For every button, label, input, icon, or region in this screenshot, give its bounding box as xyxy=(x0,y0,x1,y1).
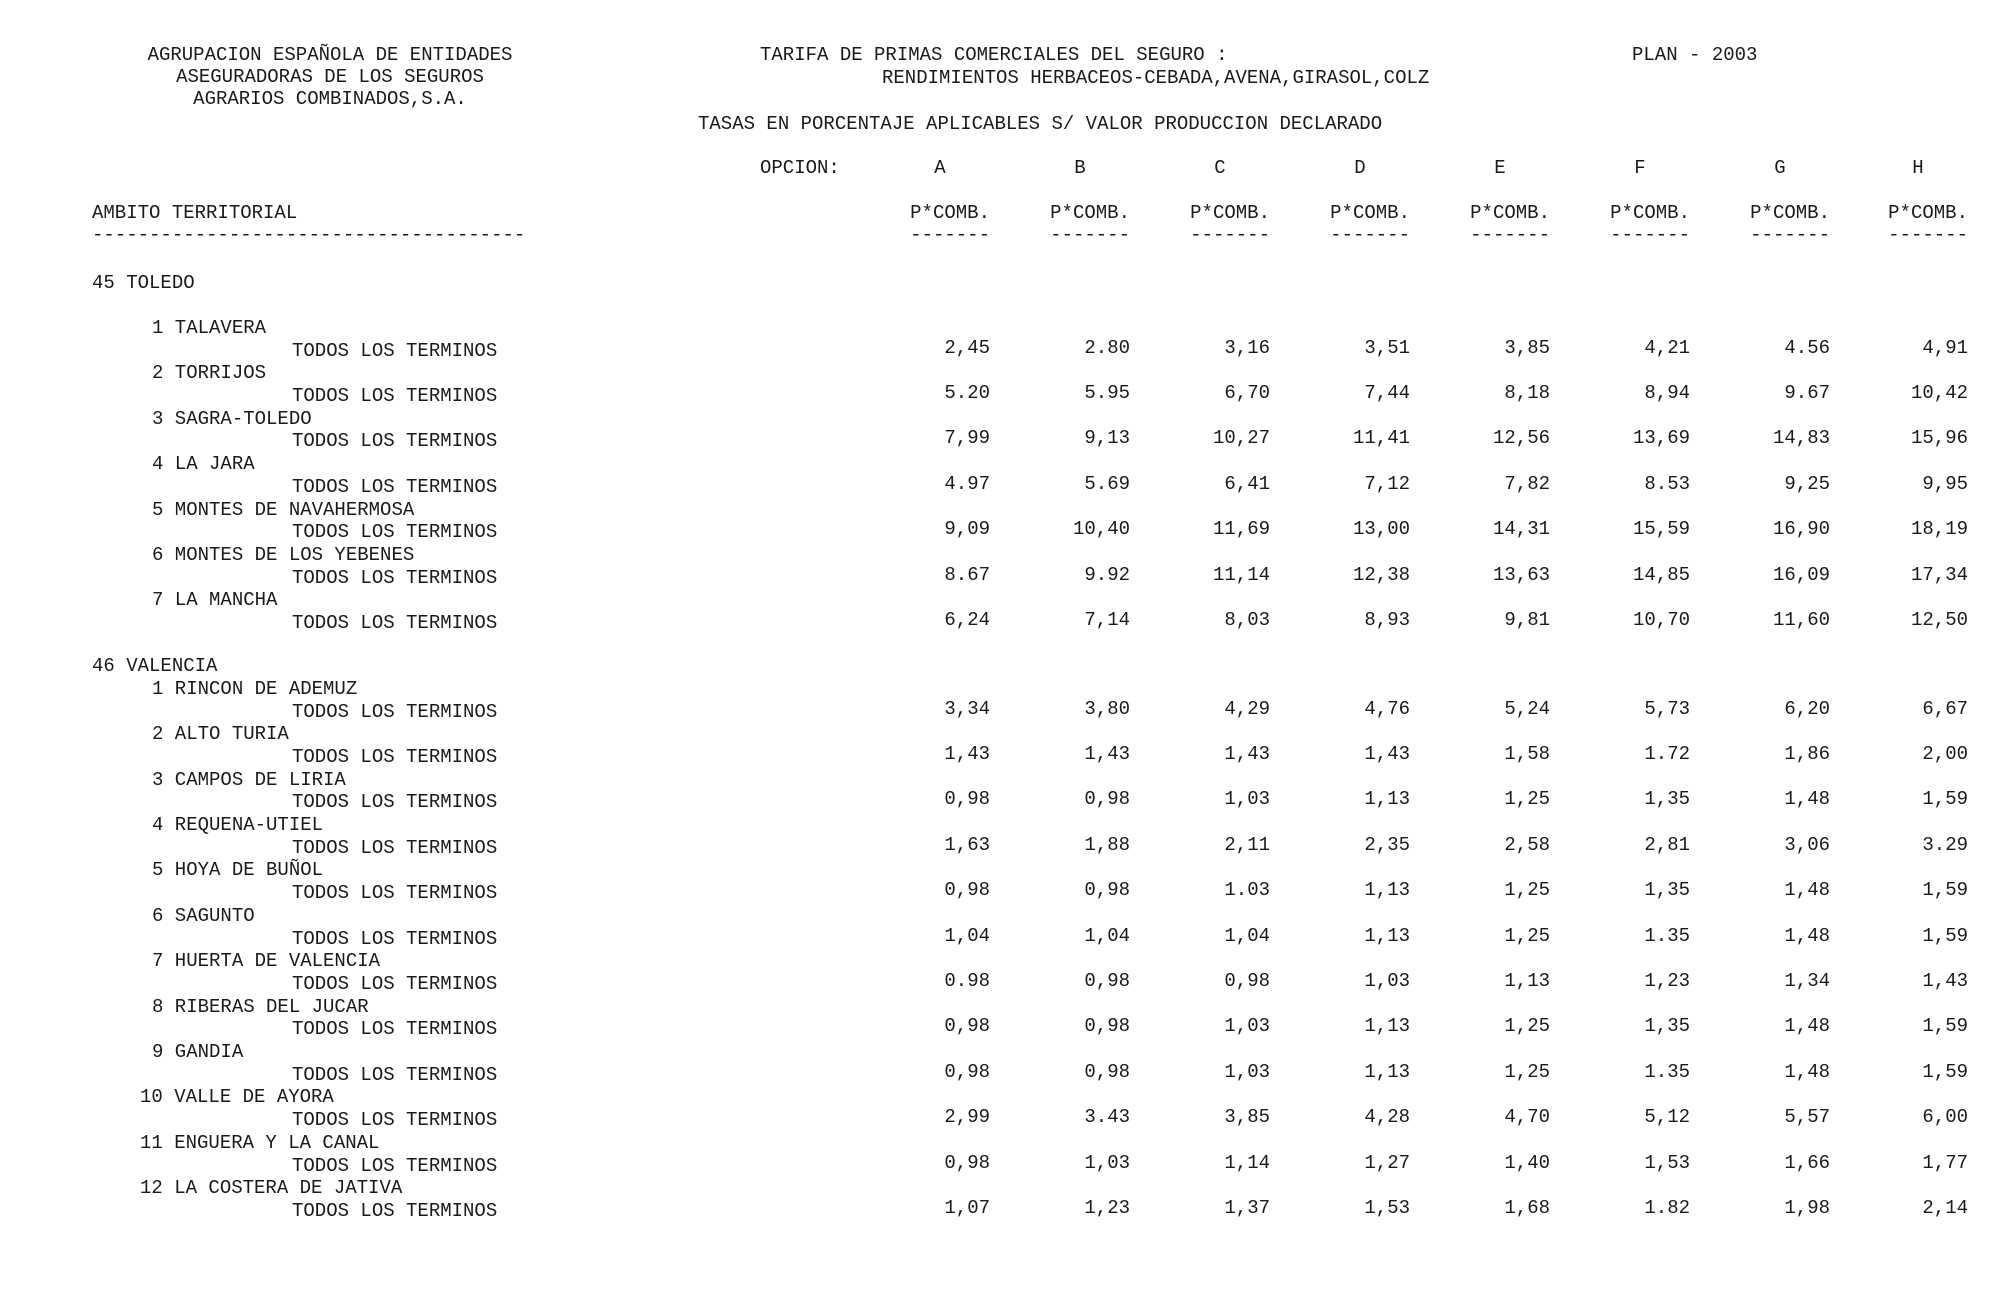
rate-value: 1,03 xyxy=(1084,1152,1130,1174)
rate-value: 2,35 xyxy=(1364,834,1410,856)
rate-value: 18,19 xyxy=(1910,518,1968,540)
rate-value: 7,82 xyxy=(1504,473,1550,495)
rate-value: 9.67 xyxy=(1784,382,1830,404)
rate-value: 1,48 xyxy=(1784,925,1830,947)
region-scope: TODOS LOS TERMINOS xyxy=(292,928,498,950)
rate-value: 1,35 xyxy=(1644,879,1690,901)
rate-value: 1,35 xyxy=(1644,788,1690,810)
region-name: 4 REQUENA-UTIEL xyxy=(152,814,324,836)
rate-value: 16,90 xyxy=(1772,518,1830,540)
rate-value: 1,98 xyxy=(1784,1197,1830,1219)
rate-value: 5,12 xyxy=(1644,1106,1690,1128)
rate-value: 10,42 xyxy=(1910,382,1968,404)
rate-value: 13,00 xyxy=(1352,518,1410,540)
option-letter-f: F xyxy=(1634,157,1646,179)
rate-value: 1,13 xyxy=(1504,970,1550,992)
rate-value: 1,43 xyxy=(1084,743,1130,765)
rate-value: 8,94 xyxy=(1644,382,1690,404)
rate-value: 2,81 xyxy=(1644,834,1690,856)
column-header-e: P*COMB. xyxy=(1470,202,1550,224)
rate-value: 10,27 xyxy=(1212,427,1270,449)
rate-value: 0,98 xyxy=(1084,970,1130,992)
column-underline-e: ------- xyxy=(1470,224,1550,246)
rate-value: 13,69 xyxy=(1632,427,1690,449)
rate-value: 6,24 xyxy=(944,609,990,631)
region-name: 9 GANDIA xyxy=(152,1041,244,1063)
rate-value: 0,98 xyxy=(1084,1061,1130,1083)
rate-value: 0,98 xyxy=(944,879,990,901)
rate-value: 5,24 xyxy=(1504,698,1550,720)
rate-value: 4,70 xyxy=(1504,1106,1550,1128)
rate-value: 0,98 xyxy=(1084,1015,1130,1037)
rate-value: 0,98 xyxy=(944,1015,990,1037)
column-underline-f: ------- xyxy=(1610,224,1690,246)
rate-value: 3,16 xyxy=(1224,337,1270,359)
rate-value: 1,53 xyxy=(1364,1197,1410,1219)
rate-value: 1,58 xyxy=(1504,743,1550,765)
rate-value: 1,35 xyxy=(1644,1015,1690,1037)
rate-value: 1,03 xyxy=(1224,1061,1270,1083)
rate-value: 15,96 xyxy=(1910,427,1968,449)
option-letter-g: G xyxy=(1774,157,1786,179)
rate-value: 3,06 xyxy=(1784,834,1830,856)
rate-value: 1,13 xyxy=(1364,1061,1410,1083)
rate-value: 0,98 xyxy=(1224,970,1270,992)
option-label: OPCION: xyxy=(760,157,840,179)
territory-label: AMBITO TERRITORIAL xyxy=(92,202,298,224)
rate-value: 12,38 xyxy=(1352,564,1410,586)
region-name: 2 TORRIJOS xyxy=(152,362,267,384)
rate-value: 1,43 xyxy=(1922,970,1968,992)
rate-value: 9,25 xyxy=(1784,473,1830,495)
rate-value: 7,12 xyxy=(1364,473,1410,495)
company-name-line-1: AGRUPACION ESPAÑOLA DE ENTIDADES xyxy=(147,44,513,66)
rate-value: 1,03 xyxy=(1224,1015,1270,1037)
rate-value: 8,03 xyxy=(1224,609,1270,631)
region-scope: TODOS LOS TERMINOS xyxy=(292,837,498,859)
rate-value: 5.69 xyxy=(1084,473,1130,495)
region-name: 5 MONTES DE NAVAHERMOSA xyxy=(152,499,415,521)
region-scope: TODOS LOS TERMINOS xyxy=(292,791,498,813)
rate-value: 3,51 xyxy=(1364,337,1410,359)
region-name: 6 SAGUNTO xyxy=(152,905,255,927)
region-name: 3 SAGRA-TOLEDO xyxy=(152,408,312,430)
rate-value: 11,14 xyxy=(1212,564,1270,586)
rate-value: 10,40 xyxy=(1072,518,1130,540)
rate-value: 1,25 xyxy=(1504,788,1550,810)
rate-value: 3,85 xyxy=(1224,1106,1270,1128)
rate-value: 1,04 xyxy=(1084,925,1130,947)
region-name: 10 VALLE DE AYORA xyxy=(140,1086,334,1108)
region-name: 7 HUERTA DE VALENCIA xyxy=(152,950,381,972)
rate-value: 1,59 xyxy=(1922,1015,1968,1037)
rate-value: 1,59 xyxy=(1922,879,1968,901)
region-name: 3 CAMPOS DE LIRIA xyxy=(152,769,346,791)
region-scope: TODOS LOS TERMINOS xyxy=(292,612,498,634)
rate-value: 1,43 xyxy=(944,743,990,765)
rate-value: 1,86 xyxy=(1784,743,1830,765)
option-letter-c: C xyxy=(1214,157,1226,179)
rate-value: 3,85 xyxy=(1504,337,1550,359)
rate-value: 1,66 xyxy=(1784,1152,1830,1174)
rate-value: 0,98 xyxy=(944,788,990,810)
rate-value: 1,03 xyxy=(1364,970,1410,992)
rate-value: 1.35 xyxy=(1644,1061,1690,1083)
region-scope: TODOS LOS TERMINOS xyxy=(292,1109,498,1131)
rate-value: 11,69 xyxy=(1212,518,1270,540)
region-name: 12 LA COSTERA DE JATIVA xyxy=(140,1177,403,1199)
rate-value: 6,00 xyxy=(1922,1106,1968,1128)
option-letter-e: E xyxy=(1494,157,1506,179)
rate-value: 4.56 xyxy=(1784,337,1830,359)
tariff-subtitle: RENDIMIENTOS HERBACEOS-CEBADA,AVENA,GIRASOL,COLZ xyxy=(882,67,1430,89)
region-scope: TODOS LOS TERMINOS xyxy=(292,882,498,904)
rate-value: 2,00 xyxy=(1922,743,1968,765)
rate-value: 1,25 xyxy=(1504,1061,1550,1083)
company-name-line-2: ASEGURADORAS DE LOS SEGUROS xyxy=(176,66,484,88)
rate-value: 14,31 xyxy=(1492,518,1550,540)
rate-value: 0.98 xyxy=(944,970,990,992)
rate-value: 1,63 xyxy=(944,834,990,856)
region-scope: TODOS LOS TERMINOS xyxy=(292,476,498,498)
rate-value: 2.80 xyxy=(1084,337,1130,359)
rate-value: 0,98 xyxy=(944,1152,990,1174)
rate-value: 9,95 xyxy=(1922,473,1968,495)
region-name: 6 MONTES DE LOS YEBENES xyxy=(152,544,415,566)
rate-value: 14,83 xyxy=(1772,427,1830,449)
rate-value: 13,63 xyxy=(1492,564,1550,586)
region-scope: TODOS LOS TERMINOS xyxy=(292,430,498,452)
rate-value: 1,53 xyxy=(1644,1152,1690,1174)
region-scope: TODOS LOS TERMINOS xyxy=(292,701,498,723)
region-name: 1 RINCON DE ADEMUZ xyxy=(152,678,358,700)
option-letter-d: D xyxy=(1354,157,1366,179)
region-name: 8 RIBERAS DEL JUCAR xyxy=(152,996,369,1018)
region-name: 2 ALTO TURIA xyxy=(152,723,289,745)
rate-value: 1,48 xyxy=(1784,1015,1830,1037)
rate-value: 3,34 xyxy=(944,698,990,720)
column-header-h: P*COMB. xyxy=(1888,202,1968,224)
rate-value: 2,11 xyxy=(1224,834,1270,856)
rate-value: 8,18 xyxy=(1504,382,1550,404)
rate-value: 17,34 xyxy=(1910,564,1968,586)
rate-value: 4,29 xyxy=(1224,698,1270,720)
rate-value: 1,13 xyxy=(1364,925,1410,947)
rate-value: 1.82 xyxy=(1644,1197,1690,1219)
column-underline-b: ------- xyxy=(1050,224,1130,246)
rate-value: 5.95 xyxy=(1084,382,1130,404)
province-heading: 45 TOLEDO xyxy=(92,272,195,294)
rate-value: 9,09 xyxy=(944,518,990,540)
rate-value: 1,48 xyxy=(1784,788,1830,810)
region-scope: TODOS LOS TERMINOS xyxy=(292,1155,498,1177)
rate-value: 1,88 xyxy=(1084,834,1130,856)
rate-value: 1,04 xyxy=(1224,925,1270,947)
rate-value: 4,28 xyxy=(1364,1106,1410,1128)
rate-value: 4,76 xyxy=(1364,698,1410,720)
column-underline-a: ------- xyxy=(910,224,990,246)
rate-value: 1,37 xyxy=(1224,1197,1270,1219)
rate-value: 6,67 xyxy=(1922,698,1968,720)
rate-value: 1,59 xyxy=(1922,925,1968,947)
column-underline-d: ------- xyxy=(1330,224,1410,246)
rate-value: 11,41 xyxy=(1352,427,1410,449)
rate-value: 1.03 xyxy=(1224,879,1270,901)
column-header-g: P*COMB. xyxy=(1750,202,1830,224)
province-heading: 46 VALENCIA xyxy=(92,655,218,677)
region-scope: TODOS LOS TERMINOS xyxy=(292,1064,498,1086)
rate-value: 6,20 xyxy=(1784,698,1830,720)
rate-value: 4,91 xyxy=(1922,337,1968,359)
rate-value: 1,48 xyxy=(1784,1061,1830,1083)
rate-value: 1,77 xyxy=(1922,1152,1968,1174)
rate-value: 1,07 xyxy=(944,1197,990,1219)
rate-value: 1.35 xyxy=(1644,925,1690,947)
rate-value: 12,56 xyxy=(1492,427,1550,449)
rate-value: 8,93 xyxy=(1364,609,1410,631)
rate-value: 6,70 xyxy=(1224,382,1270,404)
region-scope: TODOS LOS TERMINOS xyxy=(292,1018,498,1040)
rate-value: 1,25 xyxy=(1504,1015,1550,1037)
region-scope: TODOS LOS TERMINOS xyxy=(292,567,498,589)
rate-value: 1,40 xyxy=(1504,1152,1550,1174)
rate-value: 1,48 xyxy=(1784,879,1830,901)
region-scope: TODOS LOS TERMINOS xyxy=(292,1200,498,1222)
column-header-d: P*COMB. xyxy=(1330,202,1410,224)
rate-value: 8.67 xyxy=(944,564,990,586)
rate-value: 1,27 xyxy=(1364,1152,1410,1174)
rate-value: 7,99 xyxy=(944,427,990,449)
rate-value: 4,21 xyxy=(1644,337,1690,359)
rate-value: 5,73 xyxy=(1644,698,1690,720)
rates-note: TASAS EN PORCENTAJE APLICABLES S/ VALOR PRODUCCION DECLARADO xyxy=(698,113,1383,135)
rate-value: 1,04 xyxy=(944,925,990,947)
region-name: 4 LA JARA xyxy=(152,453,255,475)
rate-value: 9,13 xyxy=(1084,427,1130,449)
rate-value: 14,85 xyxy=(1632,564,1690,586)
rate-value: 1,34 xyxy=(1784,970,1830,992)
rate-value: 0,98 xyxy=(944,1061,990,1083)
column-header-b: P*COMB. xyxy=(1050,202,1130,224)
region-name: 11 ENGUERA Y LA CANAL xyxy=(140,1132,380,1154)
rate-value: 2,99 xyxy=(944,1106,990,1128)
rate-value: 1,25 xyxy=(1504,925,1550,947)
rate-value: 9.92 xyxy=(1084,564,1130,586)
rate-value: 7,44 xyxy=(1364,382,1410,404)
rate-value: 1,13 xyxy=(1364,879,1410,901)
region-scope: TODOS LOS TERMINOS xyxy=(292,973,498,995)
region-name: 7 LA MANCHA xyxy=(152,589,278,611)
rate-value: 5.20 xyxy=(944,382,990,404)
rate-value: 6,41 xyxy=(1224,473,1270,495)
option-letter-b: B xyxy=(1074,157,1086,179)
column-header-f: P*COMB. xyxy=(1610,202,1690,224)
region-scope: TODOS LOS TERMINOS xyxy=(292,521,498,543)
rate-value: 1,68 xyxy=(1504,1197,1550,1219)
rate-value: 1,43 xyxy=(1364,743,1410,765)
plan-label: PLAN - 2003 xyxy=(1632,44,1758,66)
rate-value: 1.72 xyxy=(1644,743,1690,765)
option-letter-h: H xyxy=(1912,157,1924,179)
rate-value: 1,43 xyxy=(1224,743,1270,765)
rate-value: 16,09 xyxy=(1772,564,1830,586)
rate-value: 11,60 xyxy=(1772,609,1830,631)
rate-value: 1,13 xyxy=(1364,788,1410,810)
rate-value: 3.43 xyxy=(1084,1106,1130,1128)
rate-value: 4.97 xyxy=(944,473,990,495)
rate-value: 9,81 xyxy=(1504,609,1550,631)
rate-value: 2,58 xyxy=(1504,834,1550,856)
rate-value: 1,23 xyxy=(1084,1197,1130,1219)
rate-value: 3.29 xyxy=(1922,834,1968,856)
rate-value: 0,98 xyxy=(1084,788,1130,810)
column-underline-c: ------- xyxy=(1190,224,1270,246)
tariff-title: TARIFA DE PRIMAS COMERCIALES DEL SEGURO : xyxy=(760,44,1228,66)
rate-value: 2,14 xyxy=(1922,1197,1968,1219)
rate-value: 1,03 xyxy=(1224,788,1270,810)
rate-value: 5,57 xyxy=(1784,1106,1830,1128)
column-underline-h: ------- xyxy=(1888,224,1968,246)
rate-value: 10,70 xyxy=(1632,609,1690,631)
territory-underline: -------------------------------------- xyxy=(92,224,526,246)
rate-value: 12,50 xyxy=(1910,609,1968,631)
column-header-a: P*COMB. xyxy=(910,202,990,224)
option-letter-a: A xyxy=(934,157,946,179)
rate-value: 1,59 xyxy=(1922,1061,1968,1083)
rate-value: 7,14 xyxy=(1084,609,1130,631)
rate-value: 0,98 xyxy=(1084,879,1130,901)
rate-value: 8.53 xyxy=(1644,473,1690,495)
rate-value: 1,13 xyxy=(1364,1015,1410,1037)
rate-value: 1,59 xyxy=(1922,788,1968,810)
rate-value: 2,45 xyxy=(944,337,990,359)
rate-value: 3,80 xyxy=(1084,698,1130,720)
region-name: 1 TALAVERA xyxy=(152,317,267,339)
region-scope: TODOS LOS TERMINOS xyxy=(292,746,498,768)
region-scope: TODOS LOS TERMINOS xyxy=(292,340,498,362)
rate-value: 15,59 xyxy=(1632,518,1690,540)
rate-value: 1,23 xyxy=(1644,970,1690,992)
rate-value: 1,14 xyxy=(1224,1152,1270,1174)
region-name: 5 HOYA DE BUÑOL xyxy=(152,859,324,881)
company-name-line-3: AGRARIOS COMBINADOS,S.A. xyxy=(193,88,467,110)
region-scope: TODOS LOS TERMINOS xyxy=(292,385,498,407)
column-underline-g: ------- xyxy=(1750,224,1830,246)
column-header-c: P*COMB. xyxy=(1190,202,1270,224)
rate-value: 1,25 xyxy=(1504,879,1550,901)
